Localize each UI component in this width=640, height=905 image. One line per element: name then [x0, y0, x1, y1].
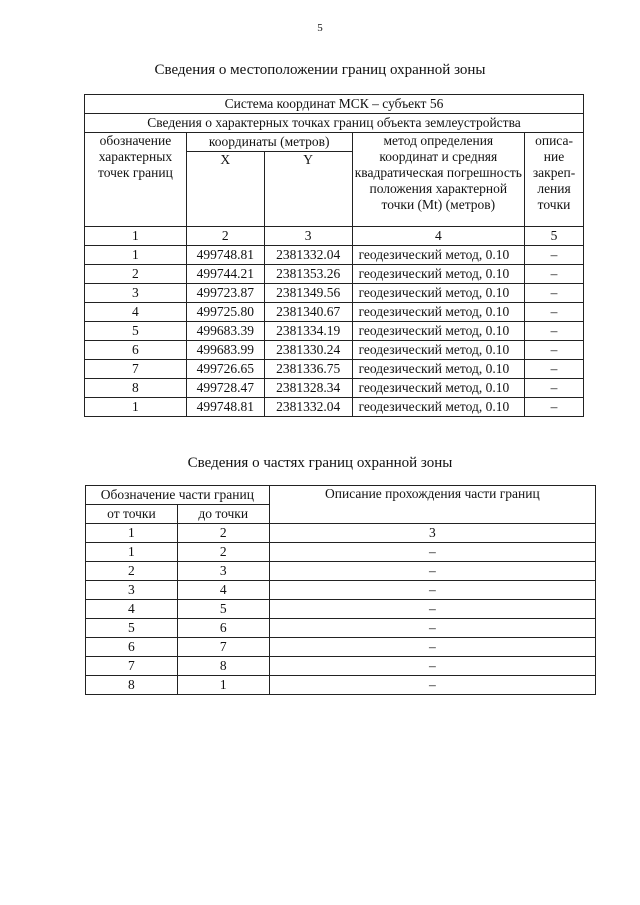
description-cell: – — [525, 322, 584, 341]
x-coordinate-cell: 499683.99 — [186, 341, 264, 360]
table-row — [86, 638, 596, 657]
to-point-cell: 3 — [177, 562, 269, 581]
part-description-header: Описание прохождения части границ — [269, 486, 595, 524]
table-row — [85, 265, 584, 284]
to-point-cell: 1 — [177, 676, 269, 695]
table-header-row — [85, 114, 584, 133]
description-cell: – — [525, 246, 584, 265]
to-point-cell: 7 — [177, 638, 269, 657]
column-number: 2 — [177, 524, 269, 543]
method-cell: геодезический метод, 0.10 — [352, 341, 525, 360]
y-coordinate-cell: 2381340.67 — [264, 303, 352, 322]
part-description-cell: – — [269, 619, 595, 638]
part-description-cell: – — [269, 581, 595, 600]
table-row — [85, 379, 584, 398]
table-header-row — [85, 95, 584, 114]
from-point-cell: 6 — [86, 638, 178, 657]
part-description-cell: – — [269, 600, 595, 619]
table-row — [86, 581, 596, 600]
from-point-cell: 1 — [86, 543, 178, 562]
method-header: метод определения координат и средняя квадратическая погрешность положения характерной точки (Mt) (метров) — [352, 133, 525, 227]
table-row — [86, 562, 596, 581]
to-point-cell: 2 — [177, 543, 269, 562]
page-number: 5 — [317, 22, 323, 34]
coordinates-header: координаты (метров) — [186, 133, 352, 152]
section-title-boundaries: Сведения о местоположении границ охранной зоны — [154, 62, 486, 78]
table-row — [86, 657, 596, 676]
description-cell: – — [525, 360, 584, 379]
table-row — [85, 246, 584, 265]
description-cell: – — [525, 398, 584, 417]
description-cell: – — [525, 284, 584, 303]
description-cell: – — [525, 303, 584, 322]
point-number-cell: 1 — [85, 246, 187, 265]
from-point-cell: 3 — [86, 581, 178, 600]
x-coordinate-cell: 499744.21 — [186, 265, 264, 284]
y-coordinate-cell: 2381332.04 — [264, 398, 352, 417]
y-coordinate-cell: 2381328.34 — [264, 379, 352, 398]
table-row — [86, 619, 596, 638]
point-number-cell: 1 — [85, 398, 187, 417]
from-point-cell: 2 — [86, 562, 178, 581]
method-cell: геодезический метод, 0.10 — [352, 360, 525, 379]
method-cell: геодезический метод, 0.10 — [352, 322, 525, 341]
description-cell: – — [525, 379, 584, 398]
y-coordinate-cell: 2381330.24 — [264, 341, 352, 360]
x-coordinate-cell: 499728.47 — [186, 379, 264, 398]
description-header: описа-ние закреп-ления точки — [525, 133, 584, 227]
table-header-row — [85, 133, 584, 152]
column-number: 3 — [264, 227, 352, 246]
x-coordinate-cell: 499726.65 — [186, 360, 264, 379]
y-coordinate-cell: 2381332.04 — [264, 246, 352, 265]
part-description-cell: – — [269, 543, 595, 562]
x-header: X — [186, 152, 264, 227]
method-cell: геодезический метод, 0.10 — [352, 303, 525, 322]
method-cell: геодезический метод, 0.10 — [352, 265, 525, 284]
description-cell: – — [525, 341, 584, 360]
to-point-cell: 8 — [177, 657, 269, 676]
method-cell: геодезический метод, 0.10 — [352, 284, 525, 303]
point-number-cell: 2 — [85, 265, 187, 284]
to-point-header: до точки — [177, 505, 269, 524]
from-point-cell: 7 — [86, 657, 178, 676]
y-coordinate-cell: 2381336.75 — [264, 360, 352, 379]
point-number-cell: 4 — [85, 303, 187, 322]
x-coordinate-cell: 499748.81 — [186, 246, 264, 265]
point-designation-header: обозначение характерных точек границ — [85, 133, 187, 227]
table-row — [85, 322, 584, 341]
column-number-row — [86, 524, 596, 543]
coordinate-system-cell: Система координат МСК – субъект 56 — [85, 95, 584, 114]
point-number-cell: 8 — [85, 379, 187, 398]
method-cell: геодезический метод, 0.10 — [352, 379, 525, 398]
method-cell: геодезический метод, 0.10 — [352, 398, 525, 417]
column-number: 5 — [525, 227, 584, 246]
part-description-cell: – — [269, 562, 595, 581]
y-coordinate-cell: 2381349.56 — [264, 284, 352, 303]
from-point-header: от точки — [86, 505, 178, 524]
point-number-cell: 6 — [85, 341, 187, 360]
column-number: 1 — [85, 227, 187, 246]
table-row — [86, 543, 596, 562]
from-point-cell: 5 — [86, 619, 178, 638]
column-number: 2 — [186, 227, 264, 246]
y-header: Y — [264, 152, 352, 227]
boundary-parts-table — [85, 485, 596, 695]
part-description-cell: – — [269, 657, 595, 676]
description-cell: – — [525, 265, 584, 284]
table-row — [85, 284, 584, 303]
from-point-cell: 8 — [86, 676, 178, 695]
to-point-cell: 4 — [177, 581, 269, 600]
table-row — [85, 303, 584, 322]
point-number-cell: 5 — [85, 322, 187, 341]
column-number: 1 — [86, 524, 178, 543]
from-point-cell: 4 — [86, 600, 178, 619]
point-number-cell: 3 — [85, 284, 187, 303]
part-designation-header: Обозначение части границ — [86, 486, 270, 505]
y-coordinate-cell: 2381334.19 — [264, 322, 352, 341]
table-row — [85, 360, 584, 379]
table-row — [86, 676, 596, 695]
table-header-row — [86, 486, 596, 505]
y-coordinate-cell: 2381353.26 — [264, 265, 352, 284]
coordinates-table — [84, 94, 584, 417]
x-coordinate-cell: 499723.87 — [186, 284, 264, 303]
column-number: 4 — [352, 227, 525, 246]
part-description-cell: – — [269, 638, 595, 657]
column-number-row — [85, 227, 584, 246]
to-point-cell: 5 — [177, 600, 269, 619]
x-coordinate-cell: 499683.39 — [186, 322, 264, 341]
to-point-cell: 6 — [177, 619, 269, 638]
column-number: 3 — [269, 524, 595, 543]
table-row — [85, 398, 584, 417]
table-subtitle-cell: Сведения о характерных точках границ объекта землеустройства — [85, 114, 584, 133]
part-description-cell: – — [269, 676, 595, 695]
x-coordinate-cell: 499725.80 — [186, 303, 264, 322]
table-row — [86, 600, 596, 619]
point-number-cell: 7 — [85, 360, 187, 379]
table-row — [85, 341, 584, 360]
x-coordinate-cell: 499748.81 — [186, 398, 264, 417]
section-title-parts: Сведения о частях границ охранной зоны — [187, 455, 453, 471]
method-cell: геодезический метод, 0.10 — [352, 246, 525, 265]
